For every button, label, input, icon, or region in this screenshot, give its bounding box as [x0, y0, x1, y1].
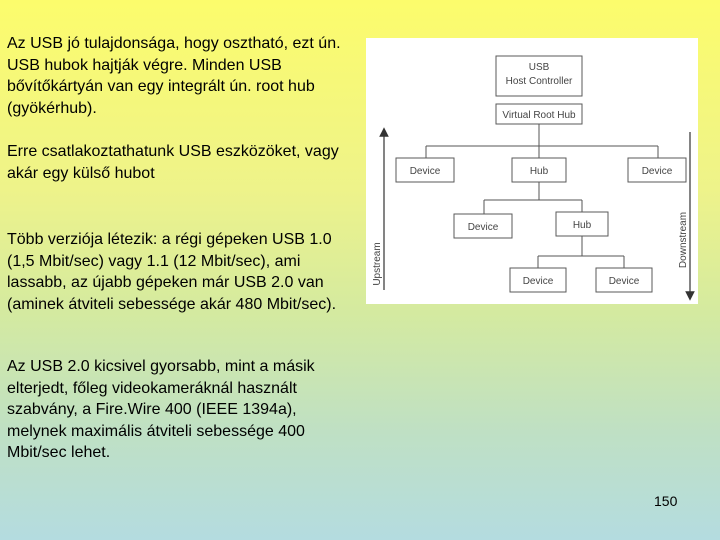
paragraph-usb-hubs: Az USB jó tulajdonsága, hogy osztható, ezt ún. USB hubok hajtják végre. Minden USB bővítőkártyán van egy integrált ún. root hub (gyökérhub).: [7, 35, 341, 117]
paragraph-usb-versions: Több verziója létezik: a régi gépeken USB 1.0 (1,5 Mbit/sec) vagy 1.1 (12 Mbit/sec), ami lassabb, az újabb gépeken már USB 2.0 van (aminek átviteli sebessége akár 480 Mbit/sec).: [7, 231, 337, 313]
device-label-bottom-right: Device: [608, 276, 640, 287]
usb-topology-diagram: [366, 38, 698, 304]
host-controller-label-1: USB: [528, 62, 550, 73]
hub-label-mid: Hub: [572, 220, 592, 231]
device-label-right: Device: [641, 166, 673, 177]
page-number: 150: [654, 493, 678, 509]
device-label-bottom-left: Device: [522, 276, 554, 287]
device-label-left: Device: [409, 166, 441, 177]
downstream-label: Downstream: [678, 211, 689, 269]
root-hub-label: Virtual Root Hub: [502, 110, 576, 121]
paragraph-firewire-comparison: Az USB 2.0 kicsivel gyorsabb, mint a másik elterjedt, főleg videokameráknál használt szabvány, a Fire.Wire 400 (IEEE 1394a), melynek maximális átviteli sebessége 400 Mbit/sec lehet.: [7, 358, 315, 461]
host-controller-label-2: Host Controller: [505, 76, 573, 87]
hub-label-top: Hub: [529, 166, 549, 177]
upstream-label: Upstream: [372, 242, 383, 286]
paragraph-connect-devices: Erre csatlakoztathatunk USB eszközöket, vagy akár egy külső hubot: [7, 143, 339, 182]
device-label-mid: Device: [467, 222, 499, 233]
